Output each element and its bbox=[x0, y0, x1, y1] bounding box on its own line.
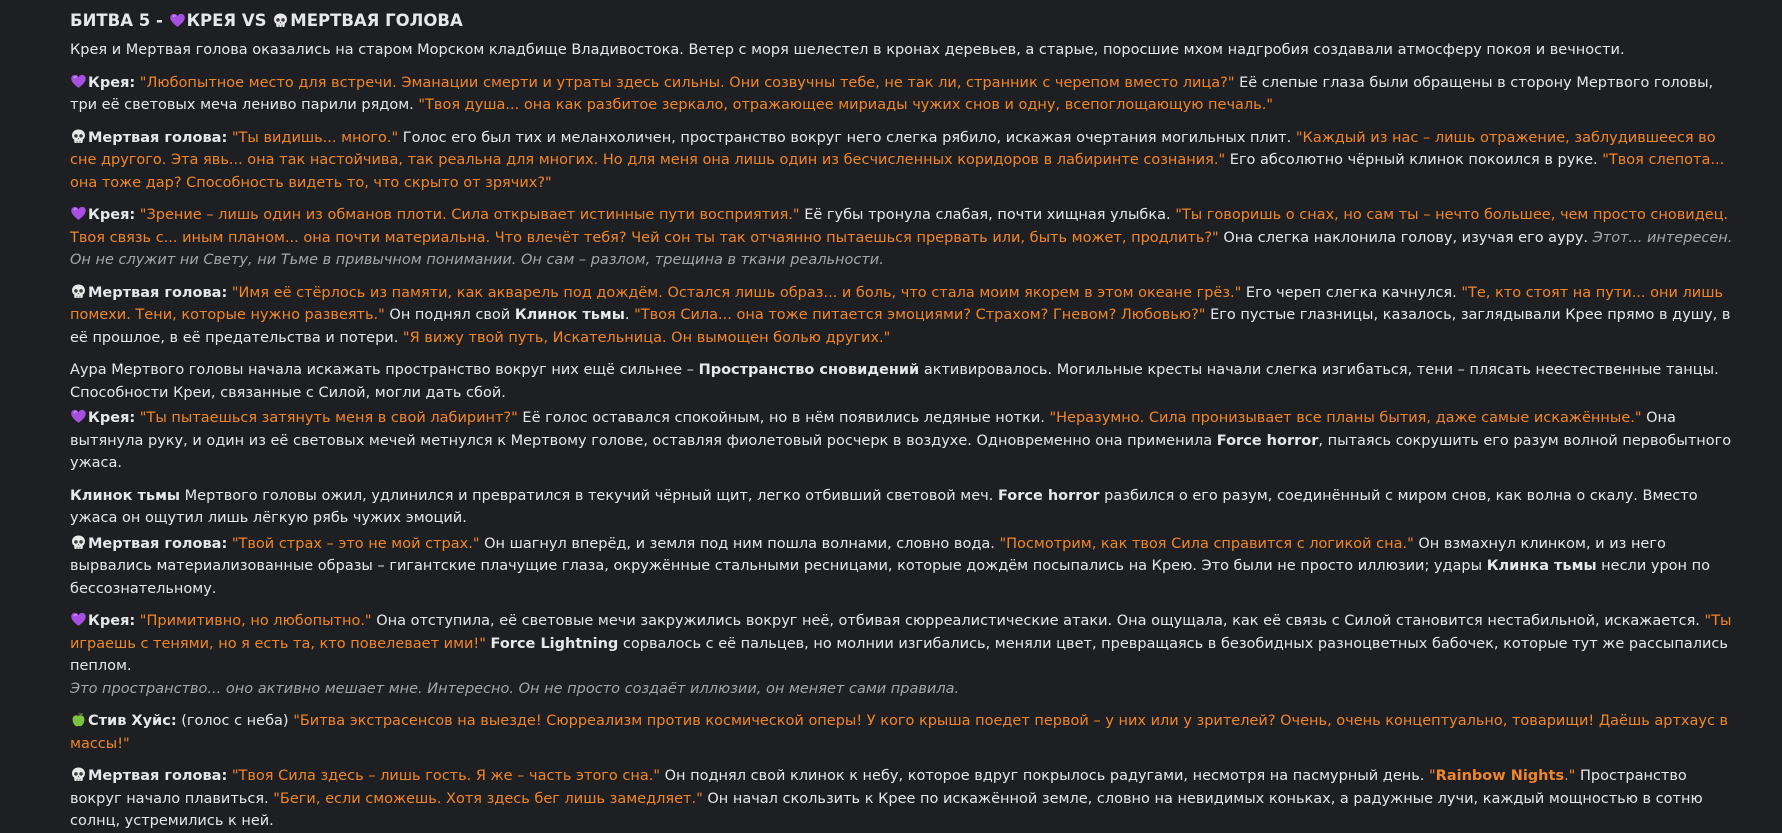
speaker-dead-head: Мертвая голова: bbox=[88, 284, 228, 301]
narration: Его череп слегка качнулся. bbox=[1241, 284, 1462, 301]
quote: "Твоя слепота... она тоже дар? Способность видеть то, что скрыто от зрячих?" bbox=[70, 152, 1725, 191]
paragraph-kreya-4 bbox=[70, 610, 1742, 700]
paragraph-intro bbox=[70, 39, 1742, 62]
quote: "Имя её стёрлось из памяти, как акварель под дождём. Остался лишь образ... и боль, что стала моим якорем в этом океане грёз." bbox=[231, 284, 1242, 301]
ability-name: Клинок тьмы bbox=[514, 307, 625, 323]
paragraph-kreya-2 bbox=[70, 204, 1742, 272]
narration: Его пустые глазницы, казалось, заглядывали Крее прямо в душу, в её прошлое, в её предательства и потери. bbox=[70, 307, 1731, 346]
narration: (голос с неба) bbox=[176, 713, 294, 729]
narration: Он взмахнул клинком, и из него вырвались материализованные образы – гигантские плачущие глаза, окружённые стальными ресницами, которые дождём посыпались на Крею. Это были не просто иллюзии; удары bbox=[70, 535, 1666, 574]
quote: "Ты играешь с тенями, но я есть та, кто повелевает ими!" bbox=[70, 613, 1732, 652]
narration: разбился о его разум, соединённый с миром снов, как волна о скалу. Вместо ужаса он ощутил лишь лёгкую рябь чужих эмоций. bbox=[70, 487, 1698, 526]
paragraph-head-3 bbox=[70, 533, 1742, 601]
narration: , пытаясь сокрушить его разум волной первобытного ужаса. bbox=[70, 432, 1732, 471]
quote: "Ты пытаешься затянуть меня в свой лабиринт?" bbox=[139, 410, 518, 426]
quote: "Твоя душа... она как разбитое зеркало, отражающее мириады чужих снов и одну, всепоглощающую печаль." bbox=[418, 97, 1274, 113]
title-prefix: БИТВА 5 - bbox=[70, 11, 169, 30]
ability-name: Клинка тьмы bbox=[1486, 558, 1597, 574]
quote: "Битва экстрасенсов на выезде! Сюрреализм против космической оперы! У кого крыша поедет первой – у них или у зрителей? Очень, очень концептуально, товарищи! Даёшь артхаус в массы!" bbox=[70, 713, 1729, 752]
paragraph-steve bbox=[70, 710, 1742, 755]
narration: Его абсолютно чёрный клинок покоился в руке. bbox=[1225, 152, 1603, 168]
speaker-dead-head: Мертвая голова: bbox=[88, 768, 228, 784]
inner-thought: Этот... интересен. Он не служит ни Свету, ни Тьме в привычном понимании. Он сам – разлом, трещина в ткани реальности. bbox=[70, 229, 1733, 268]
inner-thought: Это пространство... оно активно мешает мне. Интересно. Он не просто создаёт иллюзии, он меняет сами правила. bbox=[70, 680, 960, 697]
paragraph-narration-aura bbox=[70, 359, 1742, 404]
speaker-kreya: Крея: bbox=[88, 74, 136, 91]
quote: "Твоя Сила... она тоже питается эмоциями? Страхом? Гневом? Любовью?" bbox=[634, 307, 1206, 323]
battle-title bbox=[70, 9, 1742, 33]
ability-name: Force Lightning bbox=[490, 635, 619, 652]
title-fighter-b: МЕРТВАЯ ГОЛОВА bbox=[290, 11, 463, 30]
skull-icon bbox=[70, 766, 87, 783]
narration: Её слепые глаза были обращены в сторону Мертвого головы, три её световых меча лениво парили рядом. bbox=[70, 74, 1714, 113]
speaker-dead-head: Мертвая голова: bbox=[88, 535, 228, 552]
quote: "Ты видишь... много." bbox=[231, 129, 399, 146]
narration: Голос его был тих и меланхоличен, пространство вокруг него слегка рябило, искажая очертания могильных плит. bbox=[398, 129, 1296, 146]
ability-name: Пространство сновидений bbox=[698, 362, 920, 378]
narration: . bbox=[624, 307, 635, 323]
skull-icon bbox=[70, 283, 87, 300]
title-vs: VS bbox=[236, 11, 273, 30]
speaker-steve: Стив Хуйс: bbox=[88, 713, 177, 729]
narration: Её губы тронула слабая, почти хищная улыбка. bbox=[799, 207, 1176, 223]
speaker-kreya: Крея: bbox=[88, 613, 136, 629]
quote: "Я вижу твой путь, Искательница. Он вымощен болью других." bbox=[402, 329, 891, 346]
purple-heart-icon bbox=[70, 73, 87, 90]
quote: " bbox=[1429, 768, 1436, 784]
narration: Её голос оставался спокойным, но в нём появились ледяные нотки. bbox=[517, 410, 1050, 426]
narration: Аура Мертвого головы начала искажать пространство вокруг них ещё сильнее – bbox=[70, 362, 699, 378]
quote: "Каждый из нас – лишь отражение, заблудившееся во сне другого. Эта явь... она так настойчива, так реальна для многих. Но для меня она лишь один из бесчисленных коридоров в лабиринте сознания." bbox=[70, 129, 1716, 168]
paragraph-head-1 bbox=[70, 127, 1742, 195]
narration: Он поднял свой bbox=[384, 307, 515, 323]
quote: "Беги, если сможешь. Хотя здесь бег лишь замедляет." bbox=[273, 790, 703, 807]
narration: Мертвого головы ожил, удлинился и превратился в текучий чёрный щит, легко отбивший световой меч. bbox=[180, 487, 998, 504]
narration: Он поднял свой клинок к небу, которое вдруг покрылось радугами, несмотря на пасмурный день. bbox=[660, 768, 1429, 784]
quote: "Твоя Сила здесь – лишь гость. Я же – часть этого сна." bbox=[231, 768, 661, 784]
ability-name: Force horror bbox=[997, 487, 1100, 504]
speaker-kreya: Крея: bbox=[88, 207, 136, 223]
purple-heart-icon bbox=[169, 12, 186, 29]
paragraph-head-4 bbox=[70, 765, 1742, 833]
skull-icon bbox=[70, 534, 87, 551]
paragraph-head-2 bbox=[70, 282, 1742, 350]
green-apple-icon bbox=[70, 711, 87, 728]
paragraph-narration-blade bbox=[70, 485, 1742, 530]
narration: Он шагнул вперёд, и земля под ним пошла волнами, словно вода. bbox=[479, 535, 1000, 552]
narration: Она отступила, её световые мечи закружились вокруг неё, отбивая сюрреалистические атаки. Она ощущала, как её связь с Силой становится нестабильной, искажается. bbox=[371, 613, 1705, 629]
quote: ." bbox=[1564, 768, 1576, 784]
narration: Она вытянула руку, и один из её световых мечей метнулся к Мертвому голове, оставляя фиолетовый росчерк в воздухе. Одновременно она применила bbox=[70, 410, 1676, 449]
purple-heart-icon bbox=[70, 611, 87, 628]
narration: Крея и Мертвая голова оказались на старом Морском кладбище Владивостока. Ветер с моря шелестел в кронах деревьев, а старые, поросшие мхом надгробия создавали атмосферу покоя и вечности. bbox=[70, 42, 1625, 58]
narration: несли урон по бессознательному. bbox=[70, 558, 1710, 597]
narration: сорвалось с её пальцев, но молнии изгибались, меняли цвет, превращаясь в безобидных разноцветных бабочек, которые тут же рассыпались пеплом. bbox=[70, 635, 1728, 674]
speaker-kreya: Крея: bbox=[88, 410, 136, 426]
quote: "Ты говоришь о снах, но сам ты – нечто большее, чем просто сновидец. Твоя связь с... иным планом... она почти материальна. Что влечёт тебя? Чей сон ты так отчаянно пытаешься прервать или, быть может, продлить?" bbox=[70, 207, 1729, 246]
ability-name: Force horror bbox=[1216, 432, 1319, 449]
ability-name: Rainbow Nights bbox=[1435, 768, 1565, 784]
narration: активировалось. Могильные кресты начали слегка изгибаться, тени – плясать неестественные танцы. Способности Креи, связанные с Силой, могли дать сбой. bbox=[70, 362, 1719, 401]
quote: "Посмотрим, как твоя Сила справится с логикой сна." bbox=[999, 535, 1414, 552]
narration: Пространство вокруг начало плавиться. bbox=[70, 768, 1687, 807]
paragraph-kreya-3 bbox=[70, 407, 1742, 475]
skull-icon bbox=[70, 128, 87, 145]
quote: "Любопытное место для встречи. Эманации смерти и утраты здесь сильны. Они созвучны тебе, не так ли, странник с черепом вместо лица?" bbox=[139, 74, 1235, 91]
skull-icon bbox=[272, 12, 289, 29]
quote: "Твой страх – это не мой страх." bbox=[231, 535, 480, 552]
quote: "Те, кто стоят на пути... они лишь помехи. Тени, которые нужно развеять." bbox=[70, 284, 1724, 323]
ability-name: Клинок тьмы bbox=[70, 487, 181, 504]
quote: "Примитивно, но любопытно." bbox=[139, 613, 372, 629]
purple-heart-icon bbox=[70, 205, 87, 222]
purple-heart-icon bbox=[70, 408, 87, 425]
narration: Он начал скользить к Крее по искажённой земле, словно на невидимых коньках, а радужные лучи, каждый мощностью в сотню солнц, устремились к ней. bbox=[70, 790, 1703, 829]
title-fighter-a: КРЕЯ bbox=[186, 11, 237, 30]
quote: "Зрение – лишь один из обманов плоти. Сила открывает истинные пути восприятия." bbox=[139, 207, 800, 223]
quote: "Неразумно. Сила пронизывает все планы бытия, даже самые искажённые." bbox=[1049, 410, 1642, 426]
narration: Она слегка наклонила голову, изучая его ауру. bbox=[1218, 229, 1593, 246]
speaker-dead-head: Мертвая голова: bbox=[88, 129, 228, 146]
paragraph-kreya-1 bbox=[70, 72, 1742, 117]
